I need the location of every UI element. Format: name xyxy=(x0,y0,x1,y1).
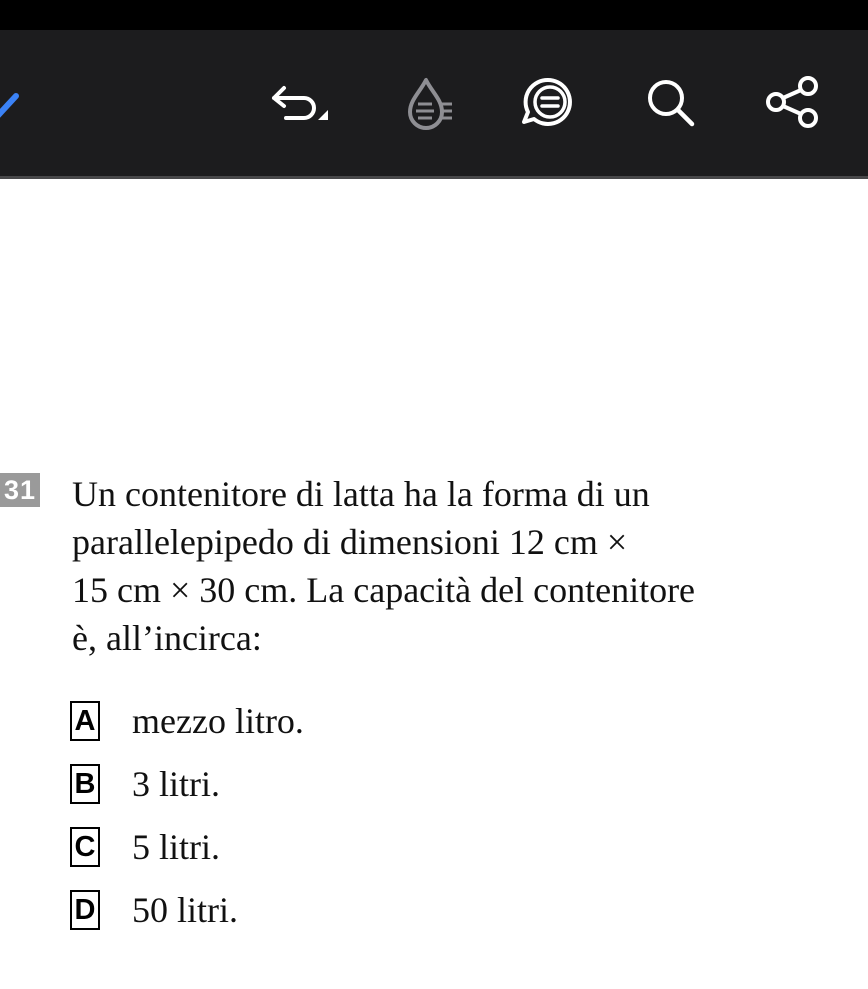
question-number-badge: 31 xyxy=(0,473,40,507)
question-line: 15 cm × 30 cm. La capacità del contenitore xyxy=(72,570,696,610)
undo-icon xyxy=(264,70,328,134)
ink-drop-icon xyxy=(396,70,460,134)
answer-option-c[interactable] xyxy=(70,827,570,871)
answer-option-a[interactable] xyxy=(70,701,570,745)
search-button[interactable] xyxy=(638,70,702,134)
comment-icon xyxy=(516,70,580,134)
answer-option-b[interactable] xyxy=(70,764,570,808)
ink-drop-button[interactable] xyxy=(396,70,460,134)
answer-letter-box: A xyxy=(70,701,100,741)
answer-letter-box: B xyxy=(70,764,100,804)
toolbar xyxy=(0,30,868,176)
answer-option-d[interactable] xyxy=(70,890,570,934)
question-line: è, all’incirca: xyxy=(72,618,262,658)
answer-text: 3 litri. xyxy=(132,764,220,804)
search-icon xyxy=(638,70,702,134)
undo-button[interactable] xyxy=(264,70,328,134)
answer-letter-box: C xyxy=(70,827,100,867)
share-button[interactable] xyxy=(760,70,824,134)
answer-text: mezzo litro. xyxy=(132,701,304,741)
question-line: parallelepipedo di dimensioni 12 cm × xyxy=(72,522,628,562)
status-bar xyxy=(0,0,868,30)
answer-letter-box: D xyxy=(70,890,100,930)
answer-text: 50 litri. xyxy=(132,890,238,930)
comments-button[interactable] xyxy=(516,70,580,134)
pen-icon[interactable] xyxy=(0,70,50,134)
question-line: Un contenitore di latta ha la forma di un xyxy=(72,474,650,514)
question-text xyxy=(72,470,852,662)
share-icon xyxy=(760,70,824,134)
answer-text: 5 litri. xyxy=(132,827,220,867)
